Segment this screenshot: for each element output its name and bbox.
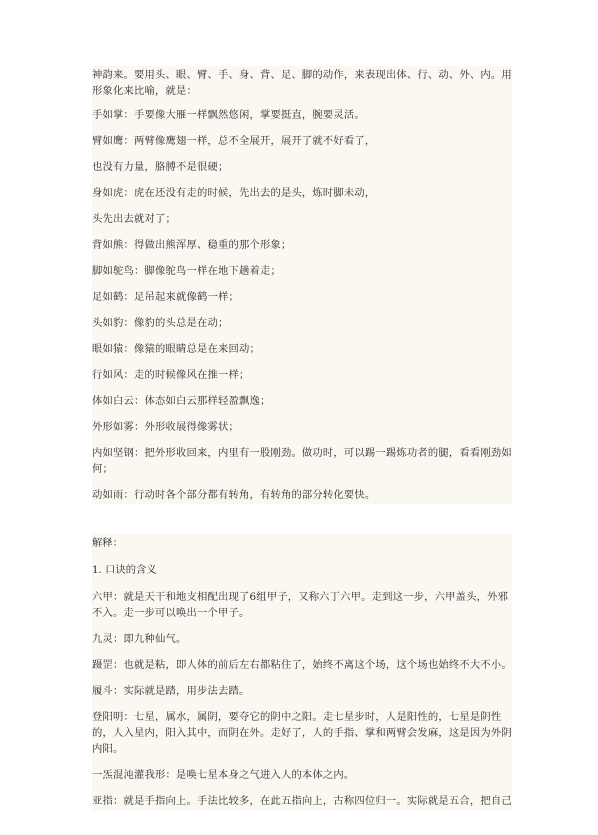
paragraph: 蹑罡：也就是粘，即人体的前后左右都粘住了，始终不离这个场，这个场也始终不大不小。 [92, 656, 512, 674]
paragraph: 也没有力量，胳膊不是很硬； [92, 158, 512, 176]
paragraph: 神韵来。要用头、眼、臂、手、身、背、足、脚的动作，来表现出体、行、动、外、内。用形象化来比喻，就是： [92, 66, 512, 100]
paragraph: 头如豹：像豹的头总是在动； [92, 314, 512, 332]
paragraph: 足如鹤：足吊起来就像鹤一样； [92, 288, 512, 306]
paragraph: 外形如雾：外形收展得像雾状； [92, 418, 512, 436]
paragraph: 脚如鸵鸟：脚像鸵鸟一样在地下趟着走； [92, 262, 512, 280]
paragraph: 头先出去就对了； [92, 210, 512, 228]
paragraph: 手如掌：手要像大雁一样飘然悠闲，掌要挺直，腕要灵活。 [92, 106, 512, 124]
section-gap [92, 512, 512, 534]
section-heading: 1. 口诀的含义 [92, 561, 512, 579]
paragraph: 登阳明：七星，属水，属阴，要夺它的阴中之阳。走七星步时，人是阳性的，七星是阴性的，人入星内，阳入其中，而阴在外。走好了，人的手指、掌和两臂会发麻，这是因为外阴内阳。 [92, 708, 512, 758]
paragraph: 身如虎：虎在还没有走的时候，先出去的是头，炼时脚未动， [92, 184, 512, 202]
paragraph: 体如白云：体态如白云那样轻盈飘逸； [92, 392, 512, 410]
paragraph: 内如坚钢：把外形收回来，内里有一股刚劲。做功时，可以踢一踢炼功者的腿，看看刚劲如何； [92, 444, 512, 478]
paragraph: 一炁混沌灌我形：是唤七星本身之气进入人的本体之内。 [92, 766, 512, 784]
upper-text-block [92, 66, 512, 504]
explanation-heading: 解释： [92, 534, 512, 552]
paragraph: 臂如鹰：两臂像鹰翅一样，总不全展开，展开了就不好看了， [92, 132, 512, 150]
paragraph: 亚指：就是手指向上。手法比较多，在此五指向上，古称四位归一。实际就是五合，把自己 [92, 792, 512, 810]
paragraph: 行如风：走的时候像风在推一样； [92, 366, 512, 384]
paragraph: 九灵：即九种仙气。 [92, 630, 512, 648]
paragraph: 六甲：就是天干和地支相配出现了6组甲子，又称六丁六甲。走到这一步，六甲盖头，外邪不入。走一步可以唤出一个甲子。 [92, 588, 512, 622]
paragraph: 履斗：实际就是踏，用步法去踏。 [92, 682, 512, 700]
paragraph: 背如熊：得做出熊浑厚、稳重的那个形象； [92, 236, 512, 254]
paragraph: 动如雨：行动时各个部分都有转角，有转角的部分转化要快。 [92, 486, 512, 504]
paragraph: 眼如猿：像猿的眼睛总是在来回动； [92, 340, 512, 358]
lower-text-block [92, 534, 512, 810]
